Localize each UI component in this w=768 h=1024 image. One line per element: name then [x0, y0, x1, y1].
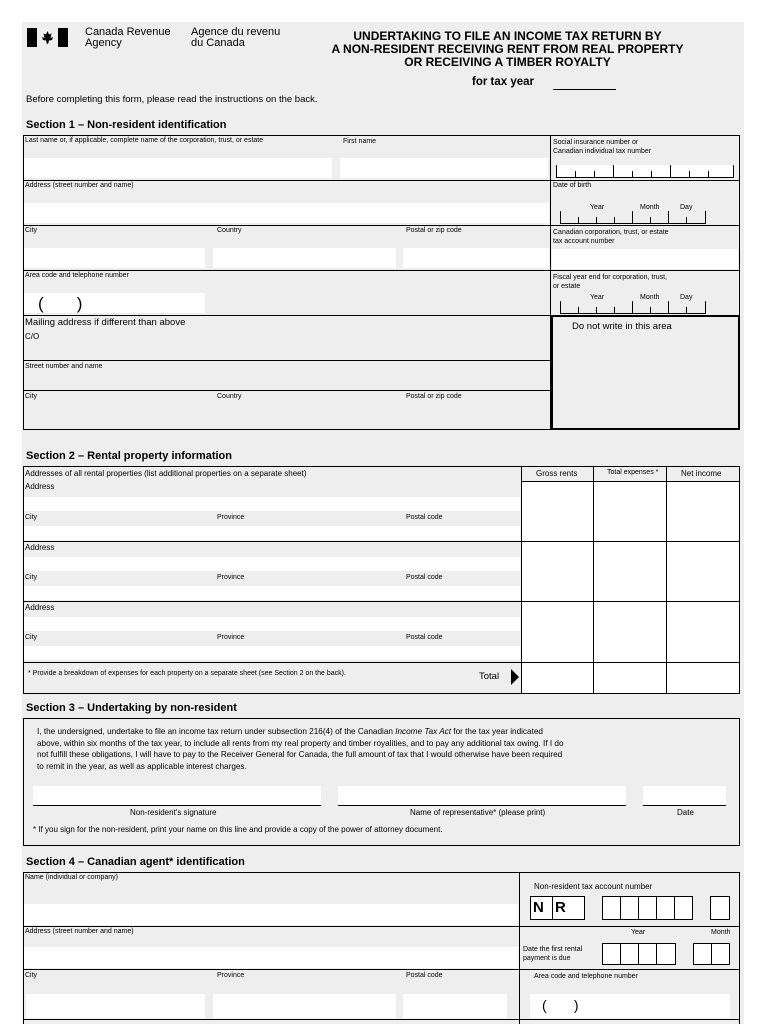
gross-rents-header: Gross rents — [536, 469, 578, 478]
first-payment-month-input[interactable] — [693, 943, 730, 965]
section4-title: Section 4 – Canadian agent* identification — [26, 856, 245, 868]
property3-city-input[interactable] — [24, 646, 520, 660]
city-input[interactable] — [24, 248, 205, 268]
fiscal-year-input[interactable] — [560, 301, 706, 314]
first-name-label: First name — [343, 138, 377, 145]
expenses-footnote: * Provide a breakdown of expenses for each property on a separate sheet (see Section 2 on the back). — [28, 670, 346, 677]
property1-address-input[interactable] — [24, 497, 520, 511]
agent-address-input[interactable] — [24, 947, 518, 968]
first-payment-month-label: Month — [711, 929, 731, 936]
property3-address-label: Address — [25, 603, 55, 612]
fiscal-year-label: Fiscal year end for corporation, trust, or estate — [553, 274, 667, 290]
representative-label: Name of representative* (please print) — [410, 808, 546, 817]
postal-label: Postal or zip code — [406, 227, 462, 234]
property3-province-label: Province — [217, 634, 245, 641]
agent-phone-parens: ( ) — [542, 997, 579, 1013]
property2-province-label: Province — [217, 574, 245, 581]
dob-input[interactable] — [560, 211, 706, 224]
intro-text: Before completing this form, please read the instructions on the back. — [26, 94, 318, 105]
mailing-city-label: City — [25, 393, 38, 400]
agent-phone-label: Area code and telephone number — [534, 973, 638, 980]
agent-name-label: Name (individual or company) — [25, 874, 118, 881]
property3-address-input[interactable] — [24, 617, 520, 631]
undertaking-text: I, the undersigned, undertake to file an income tax return under subsection 216(4) of the Canadian Income Tax Act for the tax year indicated above, within six months of the tax year, to include all rents from my real property and timber royalities, and to pay any additional tax owing. If I do not fulfill these obligations, I will have to pay to the Receiver General for Canada, the full amount of tax that I would otherwise have been required to remit in the year, as well as applicable interest charges. — [37, 727, 564, 771]
total-expenses-header: Total expenses * — [607, 469, 659, 476]
postal-input[interactable] — [403, 248, 549, 268]
property2-city-input[interactable] — [24, 586, 520, 600]
arrow-right-icon — [511, 669, 519, 690]
property1-postal-label: Postal code — [406, 514, 443, 521]
canada-flag-icon — [27, 28, 68, 47]
sin-input[interactable] — [556, 165, 734, 178]
property1-province-label: Province — [217, 514, 245, 521]
agent-province-input[interactable] — [213, 994, 396, 1018]
agent-province-label: Province — [217, 972, 245, 979]
mailing-address-label: Mailing address if different than above — [25, 317, 186, 328]
signature-input[interactable] — [33, 786, 321, 805]
first-payment-year-label: Year — [631, 929, 646, 936]
property3-city-label: City — [25, 634, 38, 641]
property2-address-label: Address — [25, 543, 55, 552]
agent-city-input[interactable] — [26, 994, 205, 1018]
signature-label: Non-resident's signature — [130, 808, 217, 817]
country-label: Country — [217, 227, 242, 234]
property2-city-label: City — [25, 574, 38, 581]
property1-city-label: City — [25, 514, 38, 521]
net-income-header: Net income — [681, 469, 722, 478]
property1-address-label: Address — [25, 482, 55, 491]
section2-amounts-area — [522, 482, 739, 662]
agent-address-label: Address (street number and name) — [25, 928, 134, 935]
power-of-attorney-footnote: * If you sign for the non-resident, print your name on this line and provide a copy of the power of attorney document. — [33, 825, 443, 834]
do-not-write-area — [551, 315, 740, 430]
do-not-write-label: Do not write in this area — [572, 321, 672, 332]
property2-postal-label: Postal code — [406, 574, 443, 581]
date-label: Date — [677, 808, 694, 817]
corp-account-label: Canadian corporation, trust, or estate tax account number — [553, 229, 669, 245]
phone-parens: ( ) — [38, 294, 83, 313]
fiscal-year-year-label: Year — [590, 294, 605, 301]
mailing-country-label: Country — [217, 393, 242, 400]
date-input[interactable] — [643, 786, 726, 805]
address-label: Address (street number and name) — [25, 182, 134, 189]
section2-title: Section 2 – Rental property information — [26, 450, 232, 462]
nr-account-input[interactable] — [602, 896, 693, 920]
form-title: UNDERTAKING TO FILE AN INCOME TAX RETURN BY A NON-RESIDENT RECEIVING RENT FROM REAL PROPERTY OR RECEIVING A TIMBER ROYALTY — [331, 29, 684, 69]
mailing-postal-label: Postal or zip code — [406, 393, 462, 400]
nr-letter-r: R — [555, 899, 566, 916]
dob-day-label: Day — [680, 204, 693, 211]
agency-name-fr: Agence du revenu du Canada — [191, 26, 281, 49]
nr-check-digit-input[interactable] — [710, 896, 730, 920]
total-label: Total — [479, 671, 500, 682]
street-label: Street number and name — [25, 363, 103, 370]
agency-name-en: Canada Revenue Agency — [85, 26, 171, 49]
property1-city-input[interactable] — [24, 526, 520, 540]
nr-letter-n: N — [533, 899, 544, 916]
city-label: City — [25, 227, 38, 234]
section3-title: Section 3 – Undertaking by non-resident — [26, 702, 237, 714]
care-of-label: C/O — [25, 332, 40, 341]
section2-totals-area — [522, 663, 739, 693]
sin-label: Social insurance number or Canadian individual tax number — [553, 139, 652, 155]
agent-postal-input[interactable] — [403, 994, 507, 1018]
dob-month-label: Month — [640, 204, 660, 211]
phone-label: Area code and telephone number — [25, 272, 129, 279]
corp-account-input[interactable] — [552, 249, 738, 269]
section1-title: Section 1 – Non-resident identification — [26, 119, 227, 131]
first-payment-year-input[interactable] — [602, 943, 676, 965]
tax-year-input[interactable] — [553, 89, 616, 90]
representative-name-input[interactable] — [338, 786, 626, 805]
last-name-label: Last name or, if applicable, complete name of the corporation, trust, or estate — [25, 137, 264, 144]
agent-city-label: City — [25, 972, 38, 979]
agent-postal-label: Postal code — [406, 972, 443, 979]
nr-account-label: Non-resident tax account number — [534, 882, 653, 891]
first-name-input[interactable] — [340, 158, 548, 178]
rental-addresses-header: Addresses of all rental properties (list additional properties on a separate sheet) — [25, 469, 307, 478]
fiscal-year-day-label: Day — [680, 294, 693, 301]
address-input[interactable] — [24, 203, 549, 223]
tax-year-label: for tax year — [472, 76, 535, 88]
last-name-input[interactable] — [24, 158, 332, 178]
fiscal-year-month-label: Month — [640, 294, 660, 301]
first-payment-label: Date the first rental payment is due — [523, 946, 583, 962]
country-input[interactable] — [213, 248, 396, 268]
agent-name-input[interactable] — [24, 904, 518, 925]
dob-label: Date of birth — [553, 182, 592, 189]
dob-year-label: Year — [590, 204, 605, 211]
property3-postal-label: Postal code — [406, 634, 443, 641]
property2-address-input[interactable] — [24, 557, 520, 571]
